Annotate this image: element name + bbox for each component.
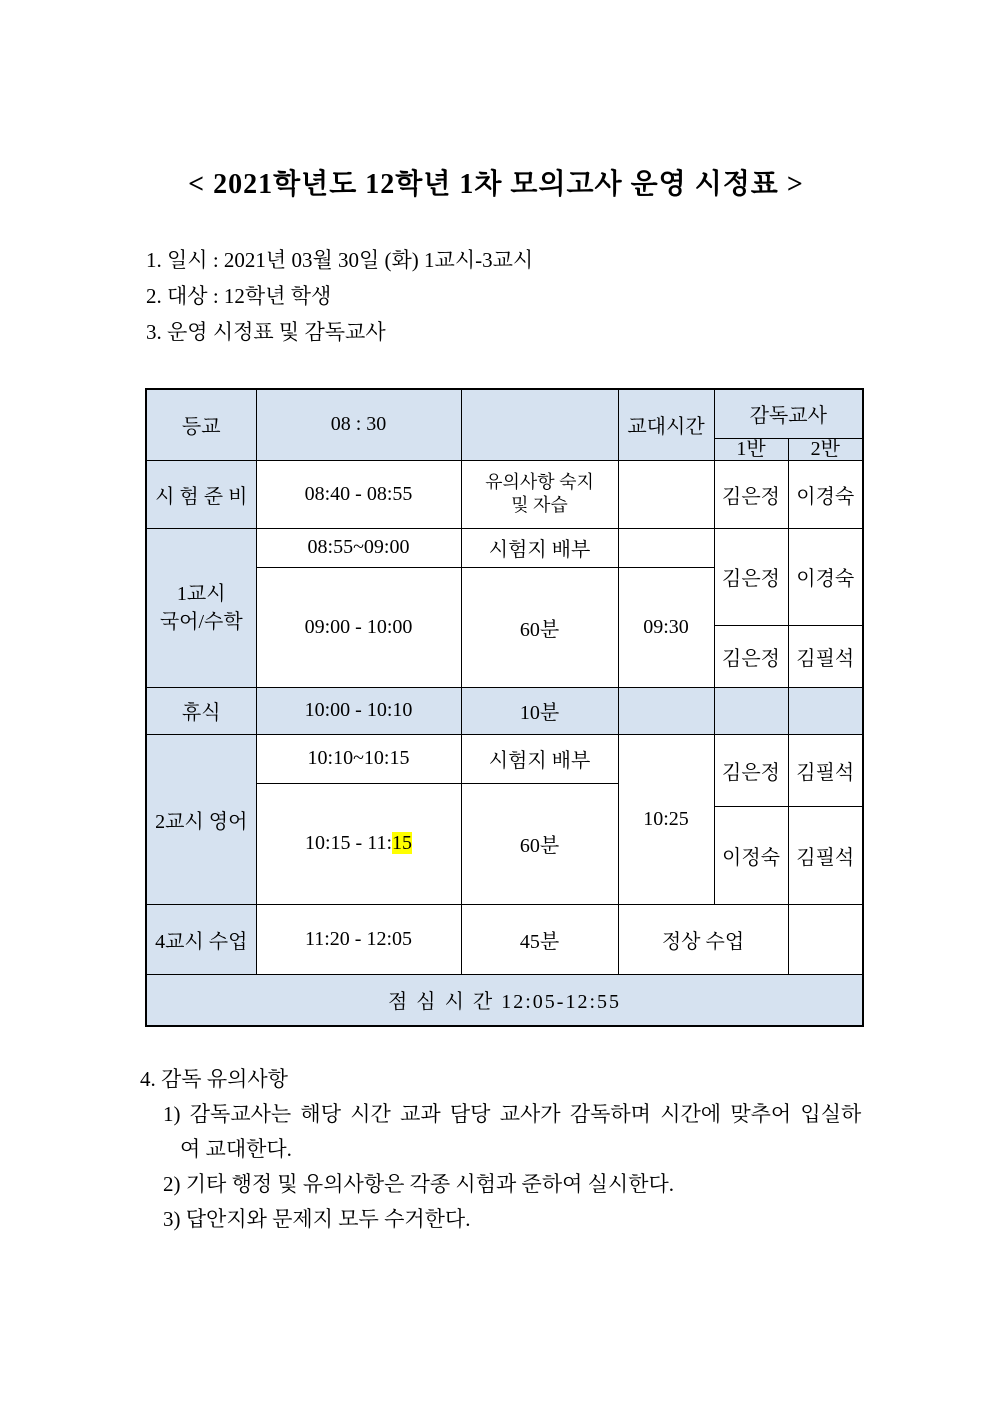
note-item3: 3) 답안지와 문제지 모두 수거한다.: [163, 1207, 471, 1231]
cell-lunch: 점 심 시 간 12:05-12:55: [146, 974, 863, 1026]
cell-period2-exam-time: [256, 783, 461, 904]
cell-rotation-header: 교대시간: [618, 389, 714, 460]
cell-period1-label: [146, 528, 256, 687]
cell-header-blank: [461, 389, 618, 460]
cell-period2-handout-label: 시험지 배부: [461, 734, 618, 783]
cell-prep-label: 시 험 준 비: [146, 460, 256, 528]
intro-list: [146, 242, 533, 350]
cell-break-class2-empty: [788, 687, 863, 734]
cell-period1-shift2-class1: 김은정: [714, 625, 788, 687]
cell-period1-shift2-class2: 김필석: [788, 625, 863, 687]
note-item1-line2: 여 교대한다.: [180, 1137, 292, 1161]
period2-exam-time-text: 10:15 - 11:: [304, 832, 393, 854]
cell-period1-handout-time: 08:55~09:00: [256, 528, 461, 567]
cell-period2-shift2-class1: 이정숙: [714, 806, 788, 904]
cell-period4-note: 정상 수업: [618, 904, 788, 974]
cell-period2-rotation-time: 10:25: [618, 734, 714, 904]
period1-label-line1: 1교시: [176, 582, 226, 605]
intro-item-target: 2. 대상 : 12학년 학생: [146, 284, 332, 308]
note-item1-line1: 1) 감독교사는 해당 시간 교과 담당 교사가 감독하며 시간에 맞추어 입실하: [163, 1102, 862, 1126]
cell-period4-label: 4교시 수업: [146, 904, 256, 974]
cell-period2-duration: 60분: [461, 783, 618, 904]
cell-period1-shift1-class1: 김은정: [714, 528, 788, 625]
exam-schedule-table: [145, 388, 864, 1027]
cell-break-class1-empty: [714, 687, 788, 734]
cell-period1-rotation-empty: [618, 528, 714, 567]
cell-class1-header: 1반: [714, 438, 788, 460]
cell-break-time: 10:00 - 10:10: [256, 687, 461, 734]
cell-period1-exam-time: 09:00 - 10:00: [256, 567, 461, 687]
cell-break-label: 휴식: [146, 687, 256, 734]
page-title: < 2021학년도 12학년 1차 모의고사 운영 시정표 >: [188, 169, 804, 200]
cell-period1-duration: 60분: [461, 567, 618, 687]
cell-prep-supervisor-class2: 이경숙: [788, 460, 863, 528]
cell-period4-time: 11:20 - 12:05: [256, 904, 461, 974]
cell-prep-time: 08:40 - 08:55: [256, 460, 461, 528]
cell-period2-shift1-class1: 김은정: [714, 734, 788, 806]
cell-class2-header: 2반: [788, 438, 863, 460]
cell-period1-shift1-class2: 이경숙: [788, 528, 863, 625]
prep-activity-line1: 유의사항 숙지: [485, 472, 594, 492]
cell-period4-class2-empty: [788, 904, 863, 974]
supervision-notes: [140, 1062, 861, 1237]
intro-item-date: 1. 일시 : 2021년 03월 30일 (화) 1교시-3교시: [146, 248, 534, 272]
cell-period2-label: 2교시 영어: [146, 734, 256, 904]
cell-break-duration: 10분: [461, 687, 618, 734]
note-item2: 2) 기타 행정 및 유의사항은 각종 시험과 준하여 실시한다.: [163, 1172, 675, 1196]
period2-exam-time-highlight: 15: [392, 832, 413, 854]
cell-period2-handout-time: 10:10~10:15: [256, 734, 461, 783]
cell-break-rotation-empty: [618, 687, 714, 734]
cell-attendance-label: 등교: [146, 389, 256, 460]
intro-item-schedule: 3. 운영 시정표 및 감독교사: [146, 320, 386, 344]
period1-label-line2: 국어/수학: [159, 610, 243, 633]
cell-supervisors-header: 감독교사: [714, 389, 863, 438]
cell-attendance-time: 08 : 30: [256, 389, 461, 460]
notes-heading: 4. 감독 유의사항: [140, 1067, 288, 1091]
prep-activity-line2: 및 자습: [511, 495, 568, 515]
cell-prep-supervisor-class1: 김은정: [714, 460, 788, 528]
cell-period1-handout-label: 시험지 배부: [461, 528, 618, 567]
cell-period2-shift1-class2: 김필석: [788, 734, 863, 806]
cell-prep-activity: [461, 460, 618, 528]
cell-period2-shift2-class2: 김필석: [788, 806, 863, 904]
cell-prep-rotation-empty: [618, 460, 714, 528]
cell-period4-duration: 45분: [461, 904, 618, 974]
cell-period1-rotation-time: 09:30: [618, 567, 714, 687]
